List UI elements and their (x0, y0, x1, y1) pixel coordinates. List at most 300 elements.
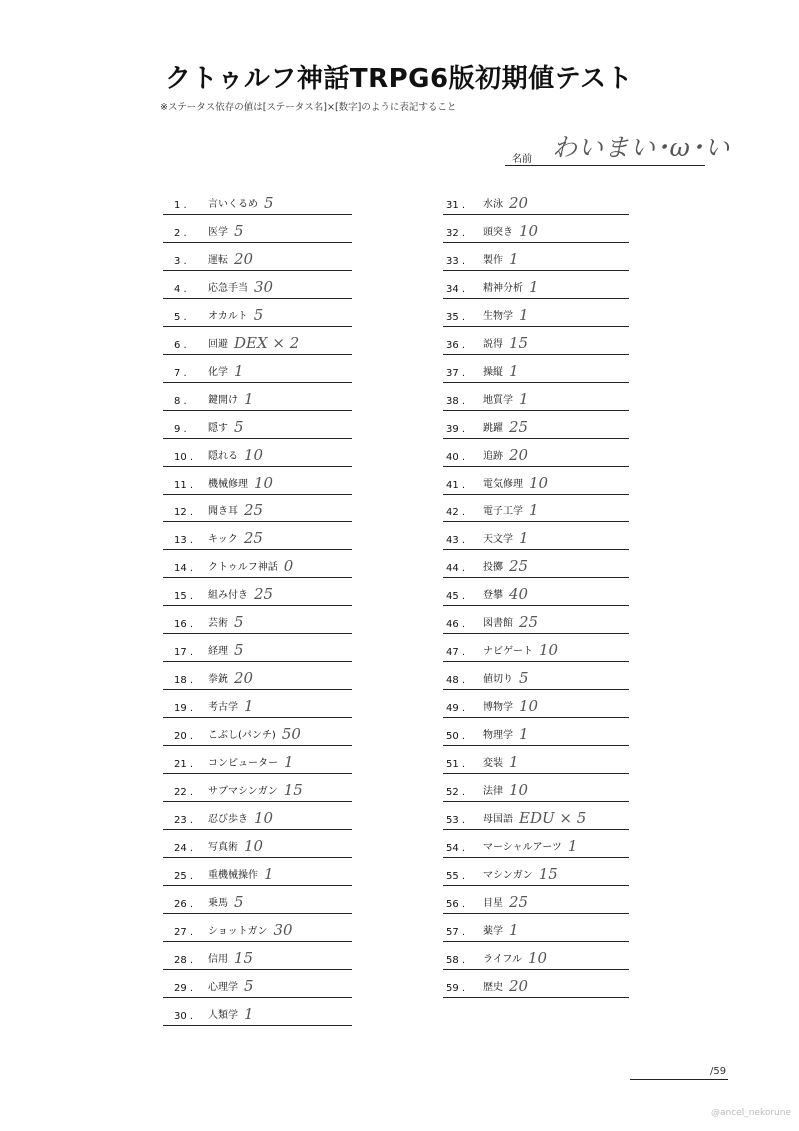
skill-row (163, 941, 352, 970)
skill-number: 28 . (174, 954, 194, 966)
skill-number: 58 . (446, 954, 466, 966)
skill-label-wrap (483, 752, 519, 770)
handwritten-answer: 20 (509, 976, 529, 995)
skill-row (163, 354, 352, 383)
skill-number: 17 . (174, 647, 194, 659)
skill-label-wrap (483, 249, 519, 267)
skill-label-wrap (208, 640, 244, 658)
skill-row (443, 186, 629, 215)
skill-row (163, 969, 352, 998)
skill-row (443, 382, 629, 411)
skill-name: 経理 (208, 646, 228, 658)
handwritten-answer: 10 (529, 473, 549, 492)
skill-number: 42 . (446, 507, 466, 519)
skill-row (443, 633, 629, 662)
handwritten-answer: 1 (244, 389, 254, 408)
skill-row (443, 801, 629, 830)
skill-number: 52 . (446, 786, 466, 798)
skill-label-wrap (483, 445, 528, 463)
skill-row (163, 661, 352, 690)
skill-name: 心理学 (208, 981, 238, 993)
handwritten-answer: 15 (509, 333, 529, 352)
skill-name: 登攀 (483, 590, 503, 602)
skill-number: 39 . (446, 423, 466, 435)
skill-row (443, 745, 629, 774)
name-label: 名前 (512, 154, 532, 165)
skill-number: 11 . (174, 479, 194, 491)
skill-name: 信用 (208, 953, 228, 965)
handwritten-answer: EDU × 5 (519, 808, 587, 827)
skill-number: 23 . (174, 814, 194, 826)
skill-label-wrap (483, 277, 539, 295)
skill-label-wrap (208, 277, 273, 295)
skill-label-wrap (208, 948, 253, 966)
skill-name: 製作 (483, 254, 503, 266)
skill-number: 47 . (446, 647, 466, 659)
handwritten-answer: 10 (254, 473, 274, 492)
skill-number: 30 . (174, 1010, 194, 1022)
handwritten-answer: 5 (234, 892, 244, 911)
skill-label-wrap (208, 724, 301, 742)
skill-row (443, 829, 629, 858)
skill-number: 15 . (174, 591, 194, 603)
score-label: /59 (710, 1066, 727, 1077)
skill-name: マーシャルアーツ (483, 841, 562, 853)
skill-label-wrap (208, 808, 273, 826)
skill-name: 頭突き (483, 226, 513, 238)
skill-row (163, 438, 352, 467)
skill-name: ライフル (483, 953, 522, 965)
skill-number: 46 . (446, 619, 466, 631)
skill-label-wrap (208, 556, 293, 574)
skill-name: 考古学 (208, 702, 238, 714)
handwritten-answer: 25 (509, 892, 529, 911)
skill-number: 49 . (446, 703, 466, 715)
skill-number: 59 . (446, 982, 466, 994)
handwritten-answer: 15 (283, 780, 303, 799)
handwritten-answer: 15 (234, 948, 254, 967)
skill-row (443, 661, 629, 690)
skill-label-wrap (483, 640, 558, 658)
handwritten-answer: 5 (234, 417, 244, 436)
skill-row (163, 745, 352, 774)
skill-row (443, 605, 629, 634)
skill-label-wrap (208, 668, 253, 686)
skill-label-wrap (483, 528, 529, 546)
skill-number: 10 . (174, 451, 194, 463)
skill-number: 34 . (446, 283, 466, 295)
skill-label-wrap (208, 193, 274, 211)
skill-number: 19 . (174, 703, 194, 715)
skill-row (443, 773, 629, 802)
skill-label-wrap (208, 221, 244, 239)
skill-label-wrap (208, 528, 263, 546)
skill-row (163, 717, 352, 746)
skill-number: 33 . (446, 255, 466, 267)
skill-name: 精神分析 (483, 282, 523, 294)
skill-name: 医学 (208, 226, 228, 238)
skill-row (443, 549, 629, 578)
handwritten-answer: 20 (509, 194, 529, 212)
skill-label-wrap (208, 445, 263, 463)
handwritten-answer: 1 (509, 249, 519, 268)
skill-label-wrap (208, 249, 253, 267)
skill-name: 目星 (483, 897, 503, 909)
skill-row (163, 997, 352, 1026)
skill-label-wrap (483, 976, 528, 994)
handwritten-answer: 10 (244, 445, 264, 464)
skill-row (163, 410, 352, 439)
skill-row (443, 885, 629, 914)
skill-name: コンピューター (208, 758, 278, 769)
skill-row (443, 214, 629, 243)
skill-name: 重機械操作 (208, 869, 258, 881)
skill-row (443, 913, 629, 942)
skill-number: 6 . (174, 339, 187, 351)
skill-row (443, 410, 629, 439)
handwritten-answer: 15 (538, 864, 558, 883)
skill-name: 電気修理 (483, 478, 523, 490)
skill-label-wrap (208, 920, 293, 938)
handwritten-answer: 0 (283, 557, 294, 576)
skill-number: 41 . (446, 479, 466, 491)
name-handwritten-value: わいまい･ω･い (552, 133, 731, 162)
skill-row (163, 326, 352, 355)
skill-number: 31 . (446, 200, 466, 211)
skill-label-wrap (208, 976, 254, 994)
skill-number: 38 . (446, 395, 466, 407)
skill-number: 14 . (174, 563, 194, 575)
handwritten-answer: 10 (519, 697, 539, 716)
skill-number: 26 . (174, 898, 194, 910)
skill-name: 投擲 (483, 562, 503, 574)
skill-name: 聞き耳 (208, 506, 238, 518)
skill-row (163, 633, 352, 662)
skill-row (443, 857, 629, 886)
handwritten-answer: 25 (519, 613, 539, 632)
handwritten-answer: 20 (234, 669, 254, 688)
skill-label-wrap (208, 389, 254, 407)
skill-name: 組み付き (208, 590, 248, 602)
handwritten-answer: 25 (254, 585, 274, 604)
skill-number: 35 . (446, 311, 466, 323)
skill-number: 4 . (174, 283, 187, 295)
skill-label-wrap (208, 864, 274, 882)
score-underline (630, 1079, 728, 1080)
handwritten-answer: 30 (254, 277, 274, 296)
skill-name: 母国語 (483, 813, 513, 825)
skill-number: 48 . (446, 675, 466, 687)
skill-row (163, 829, 352, 858)
handwritten-answer: 1 (234, 361, 244, 380)
skill-label-wrap (208, 361, 244, 379)
skill-name: 歴史 (483, 981, 503, 993)
skill-number: 29 . (174, 982, 194, 994)
handwritten-answer: 1 (519, 389, 529, 408)
skill-row (443, 493, 629, 522)
skill-label-wrap (483, 612, 538, 630)
skill-number: 20 . (174, 731, 194, 743)
skill-label-wrap (483, 892, 528, 910)
skill-name: 博物学 (483, 702, 513, 714)
skill-name: 生物学 (483, 310, 513, 322)
handwritten-answer: 5 (244, 976, 254, 995)
skill-name: こぶし(パンチ) (208, 730, 276, 742)
skill-number: 53 . (446, 814, 466, 826)
skill-label-wrap (208, 584, 273, 602)
skill-name: 図書館 (483, 618, 513, 630)
skill-number: 37 . (446, 367, 466, 379)
skill-row (443, 326, 629, 355)
skill-name: 説得 (483, 338, 503, 350)
skill-label-wrap (483, 668, 529, 686)
skill-row (163, 242, 352, 271)
skill-number: 54 . (446, 842, 466, 854)
skill-number: 40 . (446, 451, 466, 463)
skill-row (443, 298, 629, 327)
handwritten-answer: 25 (244, 501, 264, 520)
skill-label-wrap (483, 473, 548, 491)
skill-row (443, 270, 629, 299)
handwritten-answer: 25 (509, 557, 529, 576)
skill-row (163, 521, 352, 550)
skill-row (443, 717, 629, 746)
handwritten-answer: 5 (234, 613, 244, 632)
skill-label-wrap (208, 752, 294, 770)
handwritten-answer: 1 (509, 920, 519, 939)
skill-name: 値切り (483, 674, 513, 686)
skill-row (163, 298, 352, 327)
handwritten-answer: 25 (509, 417, 529, 436)
handwritten-answer: 1 (529, 501, 539, 520)
handwritten-answer: 10 (519, 221, 539, 240)
skill-name: 写真術 (208, 841, 238, 853)
handwritten-answer: 40 (509, 585, 529, 604)
handwritten-answer: 5 (234, 641, 244, 660)
name-underline (505, 165, 705, 166)
skill-row (443, 969, 629, 998)
handwritten-answer: 1 (509, 361, 519, 380)
handwritten-answer: 5 (234, 221, 244, 240)
skill-name: 回避 (208, 338, 228, 350)
skill-number: 27 . (174, 926, 194, 938)
handwritten-answer: 1 (567, 836, 578, 855)
handwritten-answer: DEX × 2 (234, 333, 300, 352)
skill-row (163, 801, 352, 830)
skill-number: 51 . (446, 759, 466, 770)
skill-name: 乗馬 (208, 897, 228, 909)
skill-name: ショットガン (208, 925, 268, 937)
skill-label-wrap (483, 808, 586, 826)
skill-label-wrap (483, 584, 528, 602)
skill-number: 57 . (446, 926, 466, 938)
page-title: クトゥルフ神話TRPG6版初期値テスト (165, 64, 634, 94)
skill-label-wrap (208, 333, 299, 351)
skill-row (163, 885, 352, 914)
handwritten-answer: 50 (281, 725, 301, 744)
skill-label-wrap (483, 920, 519, 938)
skill-name: 化学 (208, 366, 228, 378)
handwritten-answer: 5 (519, 669, 529, 688)
skill-label-wrap (483, 333, 528, 351)
handwritten-answer: 1 (519, 725, 529, 744)
skill-row (443, 577, 629, 606)
skill-name: 水泳 (483, 199, 503, 210)
skill-label-wrap (208, 473, 273, 491)
skill-label-wrap (483, 864, 558, 882)
skill-name: 法律 (483, 785, 503, 797)
skill-name: 人類学 (208, 1009, 238, 1021)
skill-row (163, 466, 352, 495)
skill-row (163, 913, 352, 942)
skill-label-wrap (483, 221, 538, 239)
skill-row (443, 466, 629, 495)
skill-label-wrap (208, 500, 263, 518)
skill-number: 44 . (446, 563, 466, 575)
skill-label-wrap (208, 892, 244, 910)
handwritten-answer: 1 (244, 1004, 254, 1023)
skill-name: 運転 (208, 254, 228, 266)
skill-number: 50 . (446, 731, 466, 743)
handwritten-answer: 1 (519, 529, 529, 548)
skill-name: 跳躍 (483, 422, 503, 434)
credit-watermark: @ancel_nekorune (711, 1108, 791, 1118)
skill-row (163, 270, 352, 299)
skill-label-wrap (483, 948, 547, 966)
handwritten-answer: 20 (509, 445, 529, 464)
skill-row (443, 521, 629, 550)
skill-number: 13 . (174, 535, 194, 547)
handwritten-answer: 5 (264, 194, 274, 212)
skill-name: 隠れる (208, 450, 238, 462)
skill-name: クトゥルフ神話 (208, 562, 278, 574)
skill-row (443, 941, 629, 970)
handwritten-answer: 5 (253, 305, 264, 324)
skill-number: 7 . (174, 367, 187, 379)
skill-number: 1 . (174, 200, 187, 211)
skill-row (163, 493, 352, 522)
skill-label-wrap (483, 305, 529, 323)
skill-name: ナビゲート (483, 646, 533, 658)
handwritten-answer: 1 (529, 277, 539, 296)
skill-label-wrap (483, 556, 528, 574)
skill-row (163, 382, 352, 411)
handwritten-answer: 1 (264, 864, 274, 883)
skill-number: 8 . (174, 395, 187, 407)
skill-label-wrap (208, 780, 303, 798)
skill-row (163, 577, 352, 606)
skill-number: 21 . (174, 759, 194, 770)
skill-name: 地質学 (483, 394, 513, 406)
skill-name: 鍵開け (208, 394, 238, 406)
skill-row (163, 605, 352, 634)
skill-label-wrap (483, 417, 528, 435)
skill-number: 16 . (174, 619, 194, 631)
skill-name: 操縦 (483, 366, 503, 378)
skill-name: 拳銃 (208, 674, 228, 686)
skill-name: 物理学 (483, 730, 513, 742)
handwritten-answer: 10 (539, 641, 559, 660)
handwritten-answer: 1 (244, 697, 254, 716)
skill-name: サブマシンガン (208, 785, 278, 797)
skill-row (443, 242, 629, 271)
skill-name: 機械修理 (208, 478, 248, 490)
skill-label-wrap (208, 417, 244, 435)
handwritten-answer: 10 (528, 948, 548, 967)
skill-name: 天文学 (483, 534, 513, 546)
skill-name: 芸術 (208, 618, 228, 630)
skill-label-wrap (208, 305, 263, 323)
skill-label-wrap (483, 500, 539, 518)
skill-label-wrap (208, 1004, 254, 1022)
skill-label-wrap (483, 696, 538, 714)
skill-label-wrap (483, 389, 529, 407)
skill-row (443, 438, 629, 467)
skill-label-wrap (483, 724, 529, 742)
skill-label-wrap (208, 696, 254, 714)
skill-number: 55 . (446, 870, 466, 882)
skill-name: 電子工学 (483, 506, 523, 518)
skill-number: 3 . (174, 255, 187, 267)
skill-name: 薬学 (483, 925, 503, 937)
skill-number: 43 . (446, 535, 466, 547)
skill-row (163, 857, 352, 886)
skill-name: 応急手当 (208, 282, 248, 294)
skill-label-wrap (483, 780, 528, 798)
skill-row (443, 689, 629, 718)
handwritten-answer: 10 (244, 836, 264, 855)
handwritten-answer: 25 (243, 529, 263, 548)
skill-number: 24 . (174, 842, 194, 854)
skill-label-wrap (483, 361, 519, 379)
handwritten-answer: 30 (273, 920, 293, 939)
skill-name: キック (208, 534, 238, 546)
skill-name: 変装 (483, 758, 503, 769)
handwritten-answer: 1 (519, 305, 529, 324)
skill-number: 2 . (174, 227, 187, 239)
handwritten-answer: 1 (509, 753, 519, 771)
skill-number: 5 . (174, 311, 187, 323)
skill-number: 45 . (446, 591, 466, 603)
skill-row (163, 214, 352, 243)
skill-name: 追跡 (483, 450, 503, 462)
skill-row (163, 186, 352, 215)
skill-row (443, 354, 629, 383)
skill-number: 22 . (174, 786, 194, 798)
skill-row (163, 549, 352, 578)
skill-number: 9 . (174, 423, 187, 435)
handwritten-answer: 10 (254, 808, 274, 827)
skill-label-wrap (208, 836, 263, 854)
skill-label-wrap (483, 836, 577, 854)
skill-label-wrap (208, 612, 244, 630)
skill-number: 56 . (446, 898, 466, 910)
skill-number: 12 . (174, 507, 194, 519)
handwritten-answer: 10 (509, 780, 529, 799)
instruction-note: ※ステータス依存の値は[ステータス名]×[数字]のように表記すること (160, 102, 457, 113)
skill-name: 忍び歩き (208, 813, 248, 825)
skill-number: 32 . (446, 227, 466, 239)
skill-label-wrap (483, 193, 528, 211)
skill-number: 36 . (446, 339, 466, 351)
skill-name: 言いくるめ (208, 199, 258, 210)
skill-row (163, 773, 352, 802)
handwritten-answer: 20 (234, 249, 254, 268)
skill-number: 18 . (174, 675, 194, 687)
skill-name: オカルト (208, 310, 248, 322)
skill-name: 隠す (208, 422, 228, 434)
skill-row (163, 689, 352, 718)
